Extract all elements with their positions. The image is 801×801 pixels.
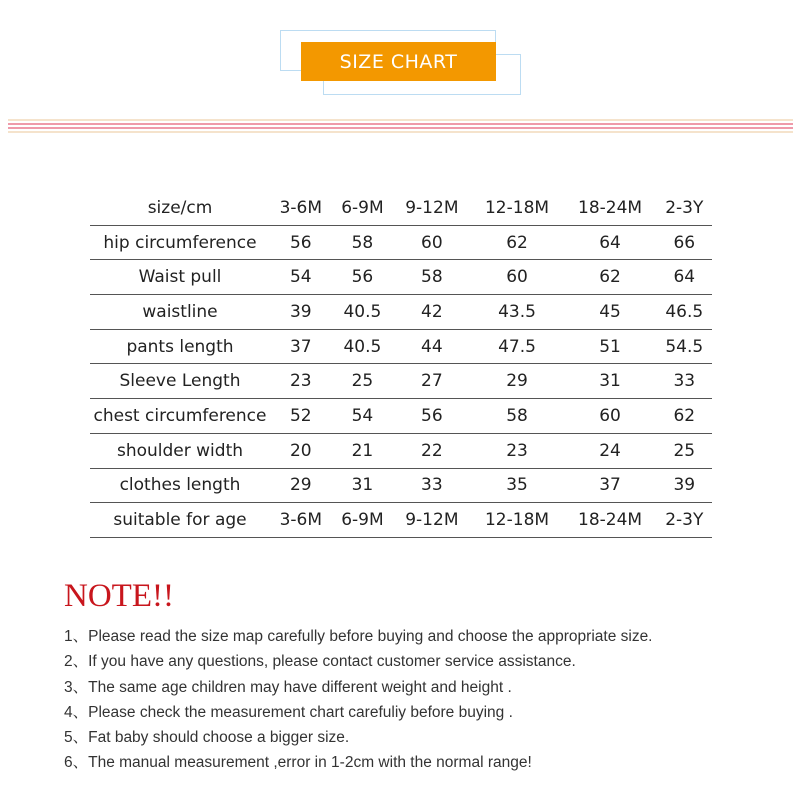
row-label: pants length (90, 329, 270, 364)
table-cell: 6-9M (332, 191, 394, 225)
table-cell: 21 (332, 433, 394, 468)
table-cell: 56 (270, 225, 332, 260)
table-row (90, 295, 712, 330)
table-row (90, 225, 712, 260)
table-cell: 54 (332, 399, 394, 434)
table-cell: 62 (657, 399, 712, 434)
table-cell: 44 (393, 329, 470, 364)
table-cell: 23 (270, 364, 332, 399)
table-cell: 35 (471, 468, 564, 503)
table-cell: 37 (564, 468, 657, 503)
note-item: 1、Please read the size map carefully before buying and choose the appropriate size. (64, 628, 653, 645)
row-label: size/cm (90, 191, 270, 225)
table-cell: 33 (657, 364, 712, 399)
row-label: hip circumference (90, 225, 270, 260)
table-cell: 54 (270, 260, 332, 295)
table-cell: 66 (657, 225, 712, 260)
table-row (90, 503, 712, 538)
table-cell: 58 (471, 399, 564, 434)
table-cell: 37 (270, 329, 332, 364)
table-cell: 47.5 (471, 329, 564, 364)
table-row (90, 364, 712, 399)
table-cell: 52 (270, 399, 332, 434)
table-cell: 58 (332, 225, 394, 260)
divider (8, 127, 793, 129)
table-cell: 29 (471, 364, 564, 399)
row-label: clothes length (90, 468, 270, 503)
table-cell: 6-9M (332, 503, 394, 538)
table-cell: 42 (393, 295, 470, 330)
table-cell: 3-6M (270, 191, 332, 225)
size-table (90, 191, 712, 538)
size-chart-banner: SIZE CHART (301, 42, 496, 81)
table-cell: 43.5 (471, 295, 564, 330)
row-label: Sleeve Length (90, 364, 270, 399)
table-cell: 18-24M (564, 191, 657, 225)
table-cell: 64 (564, 225, 657, 260)
table-cell: 9-12M (393, 503, 470, 538)
table-cell: 40.5 (332, 329, 394, 364)
note-list (64, 626, 653, 778)
table-cell: 24 (564, 433, 657, 468)
table-cell: 62 (471, 225, 564, 260)
table-cell: 60 (471, 260, 564, 295)
table-cell: 12-18M (471, 503, 564, 538)
note-item: 4、Please check the measurement chart carefuliy before buying . (64, 703, 513, 721)
table-cell: 33 (393, 468, 470, 503)
table-cell: 56 (393, 399, 470, 434)
table-row (90, 399, 712, 434)
row-label: suitable for age (90, 503, 270, 538)
note-item: 5、Fat baby should choose a bigger size. (64, 729, 350, 747)
table-cell: 54.5 (657, 329, 712, 364)
table-row (90, 468, 712, 503)
table-cell: 60 (393, 225, 470, 260)
table-cell: 60 (564, 399, 657, 434)
table-cell: 45 (564, 295, 657, 330)
row-label: chest circumference (90, 399, 270, 434)
table-cell: 40.5 (332, 295, 394, 330)
table-cell: 18-24M (564, 503, 657, 538)
table-cell: 39 (270, 295, 332, 330)
divider (8, 131, 793, 133)
divider (8, 123, 793, 125)
table-cell: 31 (332, 468, 394, 503)
note-title: NOTE!! (64, 578, 174, 614)
table-cell: 22 (393, 433, 470, 468)
table-cell: 25 (657, 433, 712, 468)
row-label: Waist pull (90, 260, 270, 295)
table-cell: 23 (471, 433, 564, 468)
table-cell: 12-18M (471, 191, 564, 225)
table-row (90, 260, 712, 295)
table-cell: 27 (393, 364, 470, 399)
table-cell: 2-3Y (657, 503, 712, 538)
row-label: shoulder width (90, 433, 270, 468)
table-row (90, 433, 712, 468)
table-cell: 64 (657, 260, 712, 295)
table-cell: 51 (564, 329, 657, 364)
table-cell: 31 (564, 364, 657, 399)
table-cell: 3-6M (270, 503, 332, 538)
table-cell: 2-3Y (657, 191, 712, 225)
note-item: 2、If you have any questions, please contact customer service assistance. (64, 653, 576, 671)
table-cell: 62 (564, 260, 657, 295)
note-item: 3、The same age children may have different weight and height . (64, 678, 512, 696)
note-item: 6、The manual measurement ,error in 1-2cm with the normal range! (64, 754, 532, 772)
row-label: waistline (90, 295, 270, 330)
divider (8, 119, 793, 121)
table-header-row (90, 191, 712, 225)
table-cell: 39 (657, 468, 712, 503)
table-cell: 9-12M (393, 191, 470, 225)
table-cell: 29 (270, 468, 332, 503)
table-cell: 56 (332, 260, 394, 295)
table-cell: 25 (332, 364, 394, 399)
table-cell: 20 (270, 433, 332, 468)
table-cell: 58 (393, 260, 470, 295)
table-cell: 46.5 (657, 295, 712, 330)
table-row (90, 329, 712, 364)
